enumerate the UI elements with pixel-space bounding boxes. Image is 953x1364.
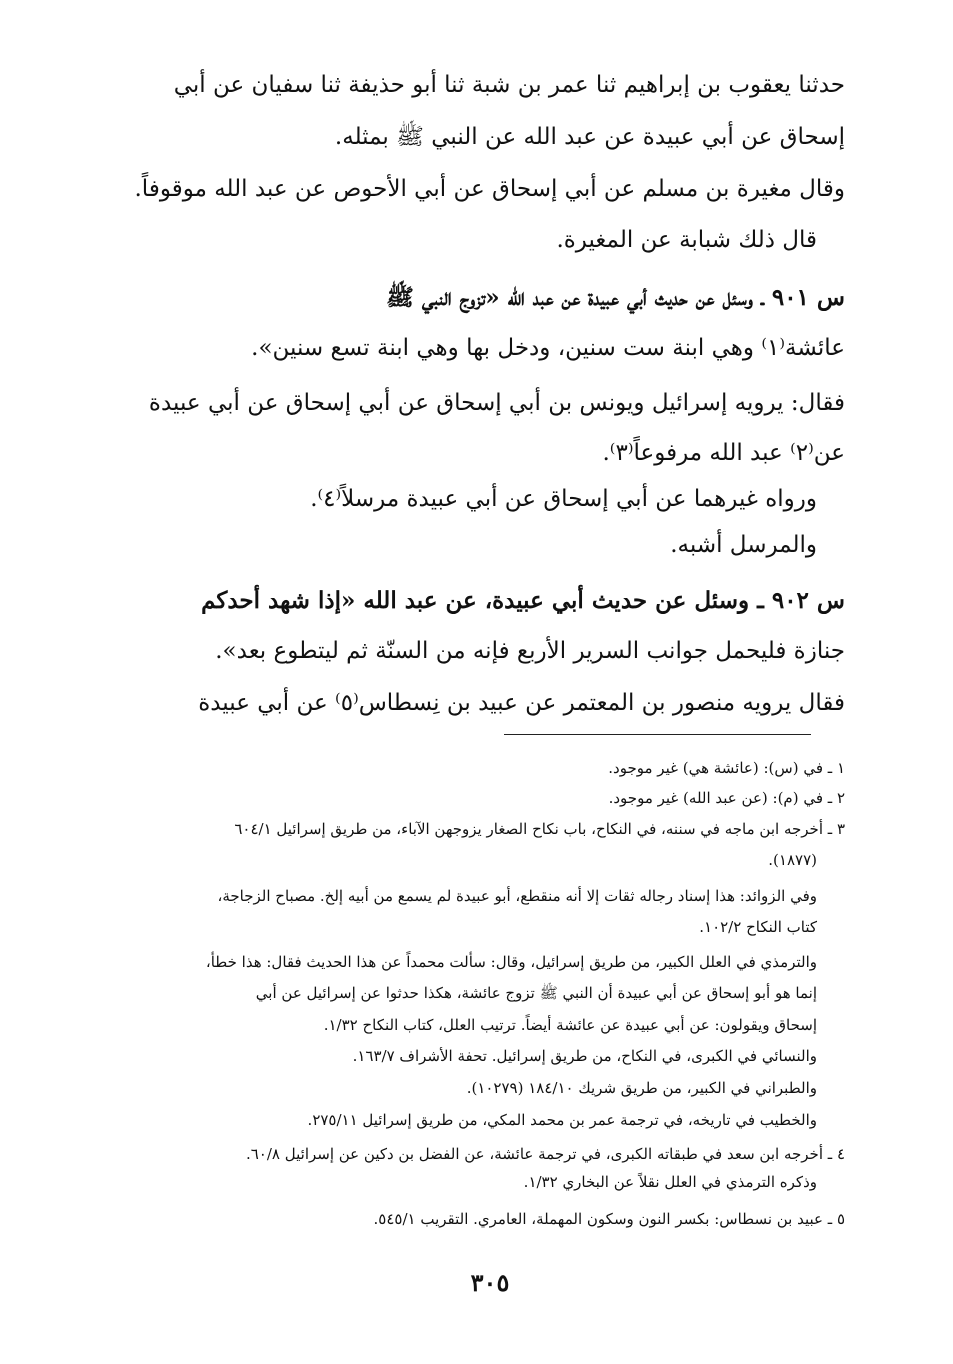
footnote-separator	[504, 734, 811, 735]
text-line: ورواه غيرهما عن أبي إسحاق عن أبي عبيدة مرسلاً⁽٤⁾.	[310, 486, 817, 512]
footnote-line: والطبراني في الكبير، من طريق شريك ١٨٤/١٠ (١٠٢٧٩).	[466, 1079, 817, 1097]
text-line: حدثنا يعقوب بن إبراهيم ثنا عمر بن شبة ثنا أبو حذيفة ثنا سفيان عن أبي	[173, 72, 845, 98]
text-line: عائشة⁽١⁾ وهي ابنة ست سنين، ودخل بها وهي ابنة تسع سنين».	[251, 335, 845, 361]
text-line: والمرسل أشبه.	[670, 532, 817, 558]
text-line: إسحاق عن أبي عبيدة عن عبد الله عن النبي ﷺ بمثله.	[334, 124, 845, 150]
footnote-line: إسحاق ويقولون: عن أبي عبيدة عن عائشة أيضاً. ترتيب العلل، كتاب النكاح ١/٣٢.	[323, 1016, 817, 1034]
footnote-line: ١ ـ في (س): (عائشة هي) غير موجود.	[608, 759, 845, 777]
footnote-line: ٣ ـ أخرجه ابن ماجه في سننه، في النكاح، باب نكاح الصغار يزوجهن الآباء، من طريق إسرائيل ٦٠٤/١	[234, 820, 845, 838]
footnote-line: ٤ ـ أخرجه ابن سعد في طبقاته الكبرى، في ترجمة عائشة، عن الفضل بن دكين عن إسرائيل ٦٠/٨.	[245, 1145, 845, 1163]
text-line: س ٩٠٢ ـ وسئل عن حديث أبي عبيدة، عن عبد الله «إذا شهد أحدكم	[201, 587, 845, 614]
page-number: ٣٠٥	[470, 1268, 510, 1297]
footnote-line: وذكره الترمذي في العلل نقلاً عن البخاري ١/٣٢.	[523, 1173, 817, 1191]
footnote-line: والترمذي في العلل الكبير، من طريق إسرائيل، وقال: سألت محمداً عن هذا الحديث فقال: هذا خطأ،	[205, 953, 817, 971]
text-line: قال ذلك شبابة عن المغيرة.	[556, 227, 817, 253]
footnote-line: ٥ ـ عبيد بن نسطاس: بكسر النون وسكون المهملة، العامري. التقريب ٥٤٥/١.	[373, 1210, 845, 1228]
footnote-line: وفي الزوائد: هذا إسناد رجاله ثقات إلا أنه منقطع، أبو عبيدة لم يسمع من أبيه إلخ. مصباح الزجاجة،	[217, 887, 817, 905]
footnote-line: ٢ ـ في (م): (عن عبد الله) غير موجود.	[608, 789, 845, 807]
text-line: عن⁽٢⁾ عبد الله مرفوعاً⁽٣⁾.	[602, 440, 845, 466]
footnote-line: إنما هو أبو إسحاق عن أبي عبيدة أن النبي ﷺ تزوج عائشة، هكذا حدثوا عن إسرائيل عن أبي	[255, 984, 817, 1002]
text-line: فقال يرويه منصور بن المعتمر عن عبيد بن نِسطاس⁽٥⁾ عن أبي عبيدة	[198, 690, 845, 716]
text-line: وقال مغيرة بن مسلم عن أبي إسحاق عن أبي الأحوص عن عبد الله موقوفاً.	[134, 176, 845, 202]
footnote-line: والنسائي في الكبرى، في النكاح، من طريق إسرائيل. تحفة الأشراف ١٦٣/٧.	[352, 1047, 817, 1065]
footnote-line: كتاب النكاح ١٠٢/٢.	[699, 918, 817, 936]
footnote-line: (١٨٧٧).	[768, 851, 817, 869]
text-line: جنازة فليحمل جوانب السرير الأربع فإنه من السنّة ثم ليتطوع بعد».	[215, 638, 845, 664]
text-line: س ٩٠١ ـ وسئل عن حديث أبي عبيدة عن عبد الله «تزوج النبي ﷺ	[386, 284, 845, 311]
footnote-line: والخطيب في تاريخه، في ترجمة عمر بن محمد المكي، من طريق إسرائيل ٢٧٥/١١.	[307, 1111, 817, 1129]
text-line: فقال: يرويه إسرائيل ويونس بن أبي إسحاق عن أبي إسحاق عن أبي عبيدة	[148, 390, 845, 416]
